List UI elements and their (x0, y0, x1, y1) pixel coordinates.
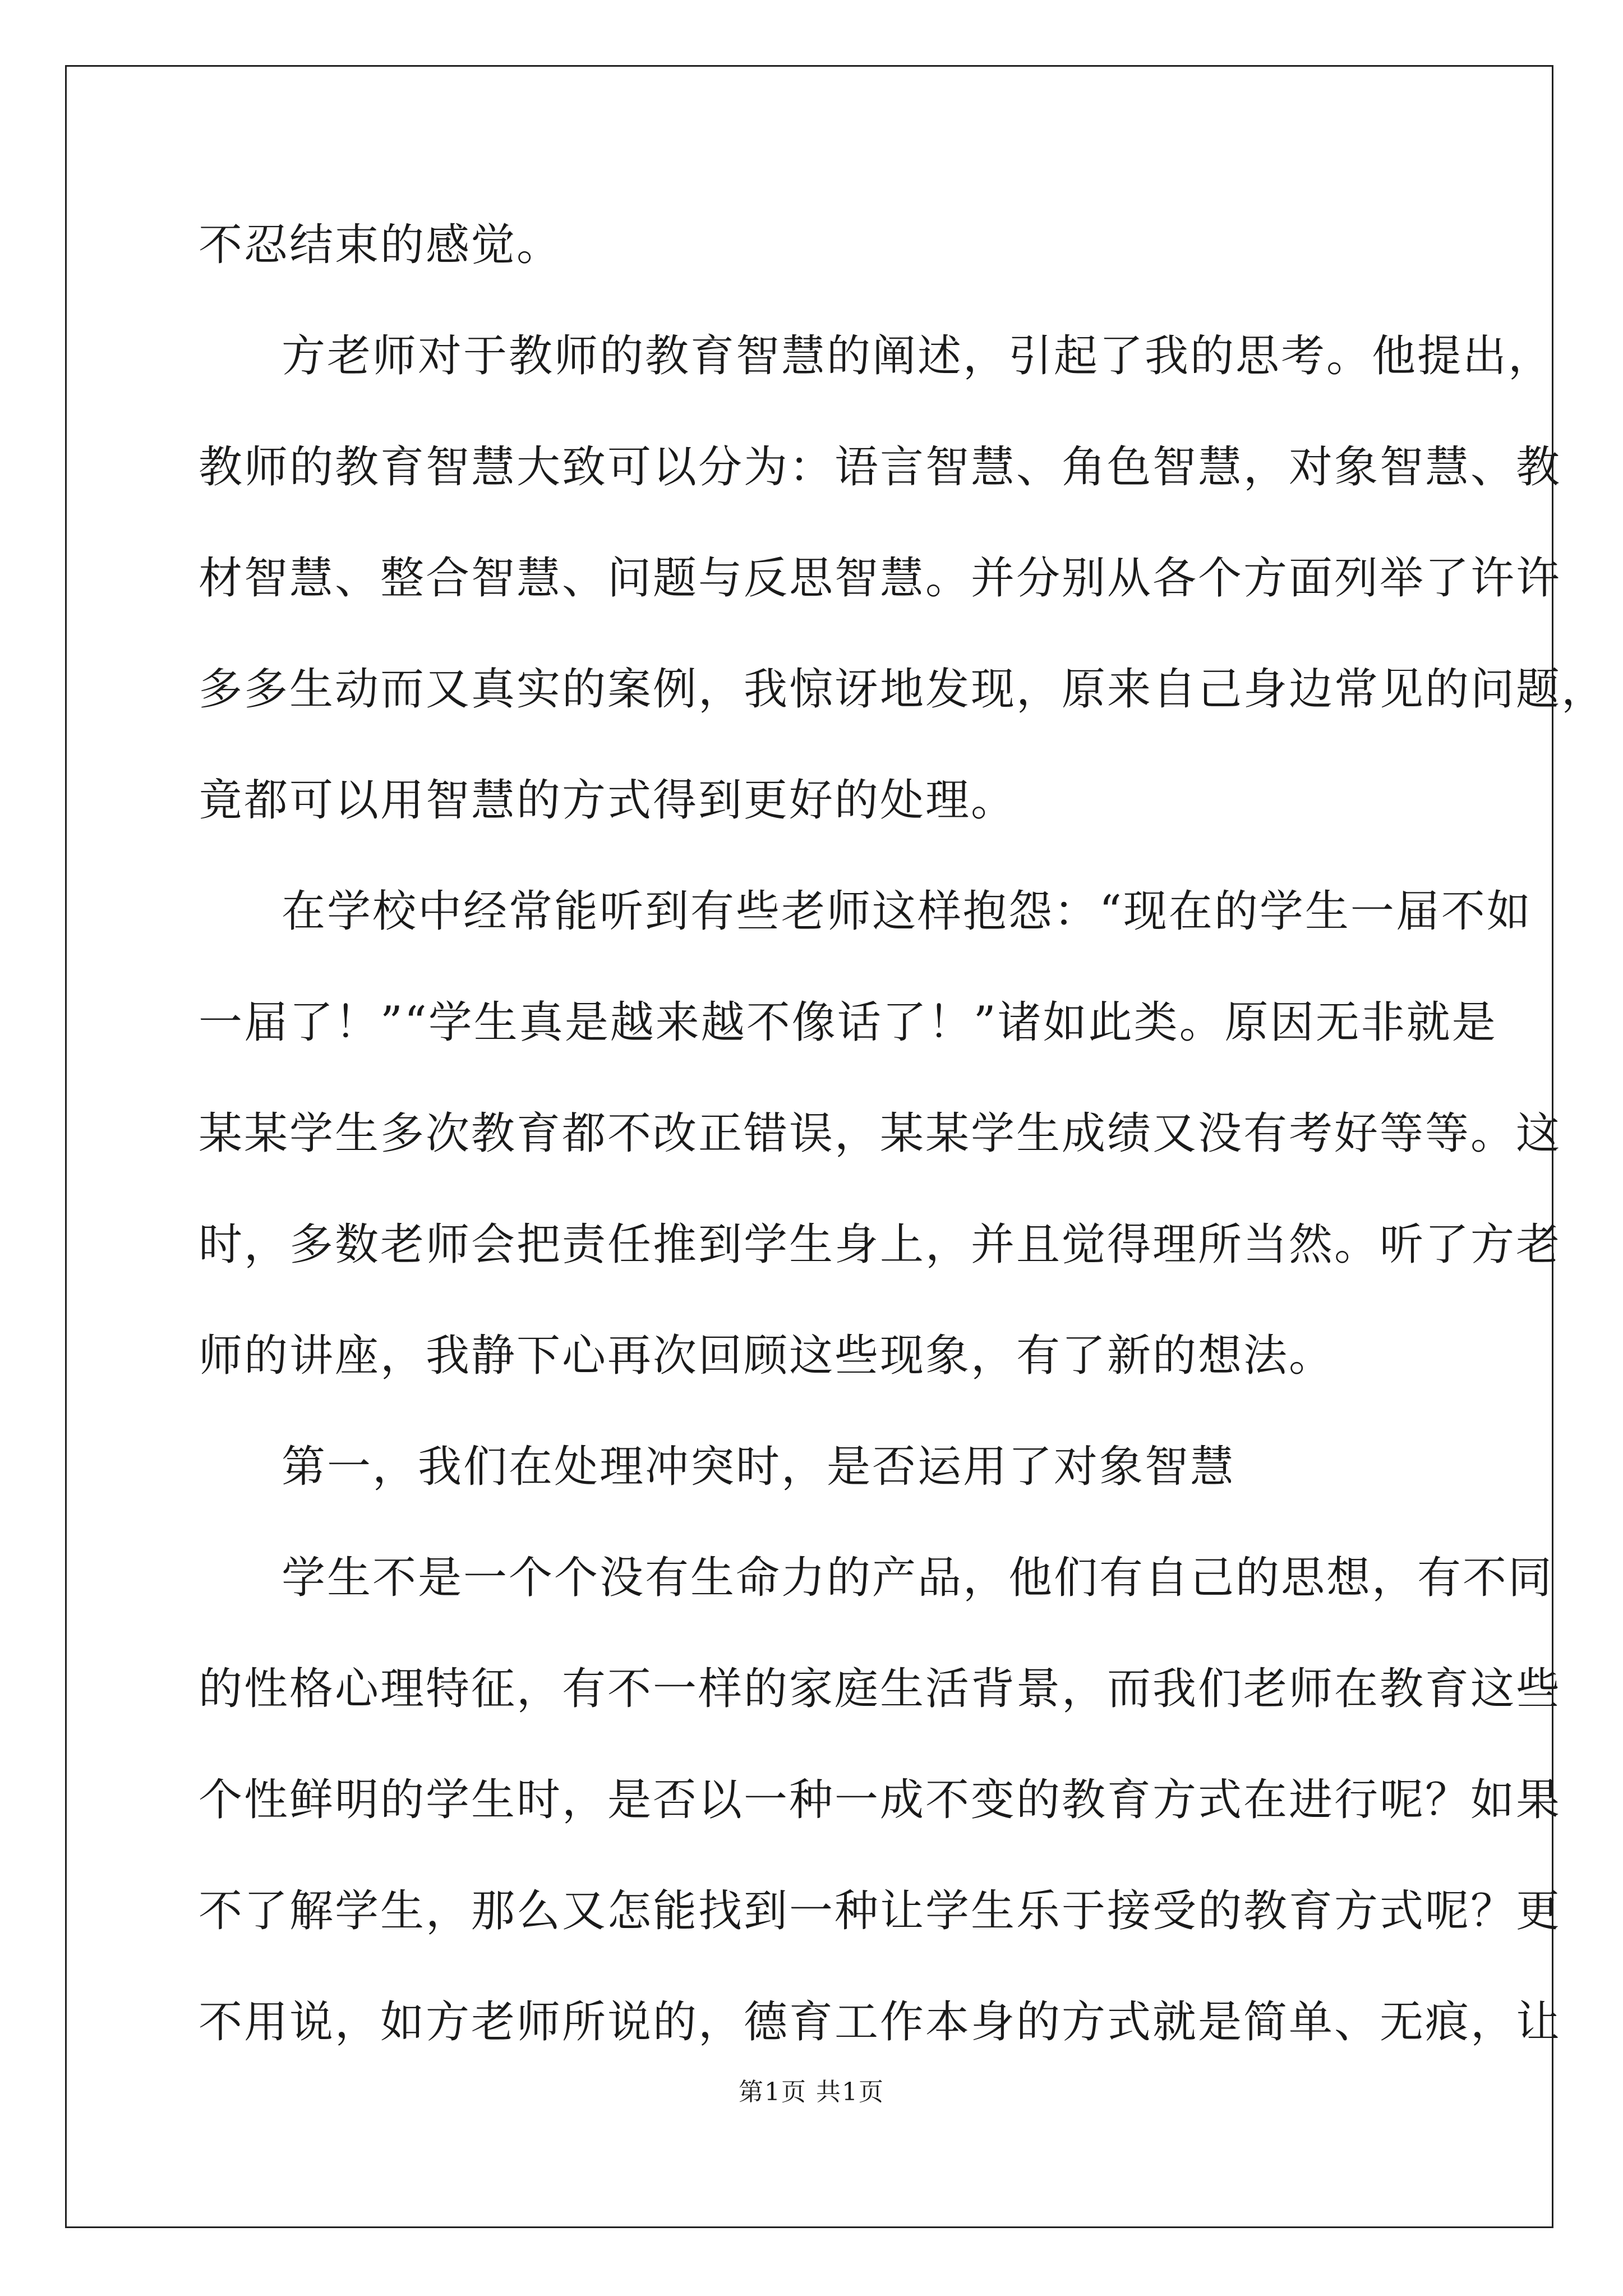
text-line: 学生不是一个个没有生命力的产品，他们有自己的思想，有不同 (282, 1553, 1554, 1603)
text-line: 在学校中经常能听到有些老师这样抱怨：“现在的学生一届不如 (282, 886, 1532, 937)
text-line: 一届了！”“学生真是越来越不像话了！”诸如此类。原因无非就是 (199, 997, 1497, 1048)
text-line: 竟都可以用智慧的方式得到更好的处理。 (199, 775, 1017, 826)
page-number-footer: 第1页 共1页 (739, 2078, 884, 2106)
section-heading: 第一，我们在处理冲突时，是否运用了对象智慧 (282, 1442, 1236, 1492)
text-line: 时，多数老师会把责任推到学生身上，并且觉得理所当然。听了方老 (199, 1220, 1562, 1270)
text-line: 教师的教育智慧大致可以分为：语言智慧、角色智慧，对象智慧、教 (199, 442, 1562, 493)
text-line: 某某学生多次教育都不改正错误，某某学生成绩又没有考好等等。这 (199, 1108, 1562, 1159)
text-line: 不忍结束的感觉。 (199, 220, 562, 270)
text-line: 个性鲜明的学生时，是否以一种一成不变的教育方式在进行呢？如果 (199, 1775, 1562, 1825)
text-line: 方老师对于教师的教育智慧的阐述，引起了我的思考。他提出， (282, 331, 1554, 381)
text-line: 师的讲座，我静下心再次回顾这些现象，有了新的想法。 (199, 1331, 1335, 1381)
text-line: 不用说，如方老师所说的，德育工作本身的方式就是简单、无痕，让 (199, 1997, 1562, 2047)
text-line: 多多生动而又真实的案例，我惊讶地发现，原来自己身边常见的问题， (199, 664, 1607, 715)
text-line: 不了解学生，那么又怎能找到一种让学生乐于接受的教育方式呢？更 (199, 1886, 1562, 1936)
text-line: 材智慧、整合智慧、问题与反思智慧。并分别从各个方面列举了许许 (199, 553, 1562, 604)
text-line: 的性格心理特征，有不一样的家庭生活背景，而我们老师在教育这些 (199, 1664, 1562, 1714)
